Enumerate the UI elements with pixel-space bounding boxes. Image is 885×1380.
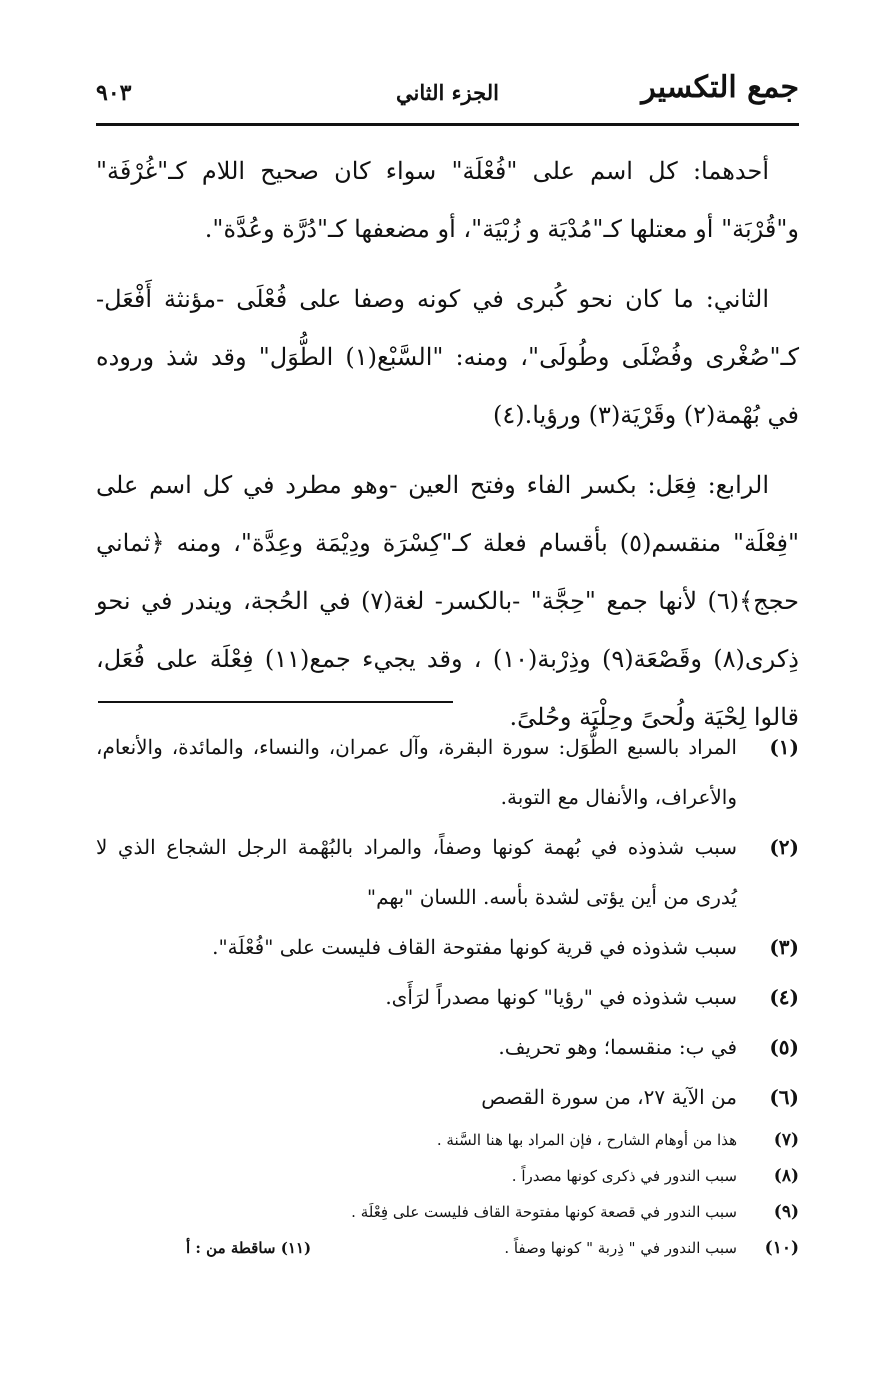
footnote-text: سبب شذوذه في "رؤيا" كونها مصدراً لرَأَى. [385,985,737,1009]
footnote-text: هذا من أوهام الشارح ، فإن المراد بها هنا السَّنة . [436,1131,737,1149]
page-number: ٩٠٣ [96,80,132,106]
footnote-number: (١) [769,735,799,759]
footnote-number: (٥) [769,1035,799,1059]
footnote-9 [96,1194,799,1230]
footnote-text: سبب الندور في ذكرى كونها مصدراً . [511,1167,737,1185]
footnote-number: (٣) [769,935,799,959]
footnote-number: (٤) [769,985,799,1009]
footnote-text: من الآية ٢٧، من سورة القصص [481,1085,737,1109]
chapter-title: جمع التكسير [641,70,799,105]
footnote-text: في ب: منقسما؛ وهو تحريف. [498,1035,737,1059]
footnote-5 [96,1022,799,1072]
footnote-number: (١٠) [764,1238,799,1258]
paragraph-2: الثاني: ما كان نحو كُبرى في كونه وصفا على فُعْلَى -مؤنثة أَفْعَل- كـ"صُغْرى وفُضْلَى وطُولَى"، ومنه: "السَّبْع(١) الطُّوَل" وقد شذ وروده في بُهْمة(٢) وقَرْيَة(٣) ورؤيا.(٤) [96,285,799,429]
footnote-number: (٩) [773,1202,799,1222]
footnote-text: سبب الندور في " ذِربة " كونها وصفاً . [504,1239,737,1257]
paragraph-3: الرابع: فِعَل: بكسر الفاء وفتح العين -وهو مطرد في كل اسم على "فِعْلَة" منقسم(٥) بأقسام فعلة كـ"كِسْرَة ودِيْمَة وعِدَّة"، ومنه ﴿ثماني حجج﴾(٦) لأنها جمع "حِجَّة" -بالكسر- لغة(٧) في الحُجة، ويندر في نحو ذِكرى(٨) وقَصْعَة(٩) وذِرْبة(١٠) ، وقد يجيء جمع(١١) فِعْلَة على فُعَل، قالوا لِحْيَة ولُحىً وحِلْيَة وحُلىً. [96,471,799,731]
footnote-1 [96,722,799,822]
footnote-6 [96,1072,799,1122]
footnote-3 [96,922,799,972]
footnotes [96,722,799,1266]
header-rule [96,123,799,126]
footnote-number: (٨) [773,1166,799,1186]
footnote-text: سبب شذوذه في قرية كونها مفتوحة القاف فليست على "فُعْلَة". [212,935,737,959]
paragraph-1: أحدهما: كل اسم على "فُعْلَة" سواء كان صحيح اللام كـ"غُرْفَة" و"قُرْبَة" أو معتلها كـ"مُدْيَة و زُبْيَة"، أو مضعفها كـ"دُرَّة وعُدَّة". [96,157,799,243]
footnote-11: (١١) ساقطة من : أ [186,1239,312,1257]
footnote-8 [96,1158,799,1194]
footnote-text: سبب شذوذه في بُهمة كونها وصفاً، والمراد بالبُهْمة الرجل الشجاع الذي لا يُدرى من أين يؤتى لشدة بأسه. اللسان "بهم" [96,835,737,909]
footnote-2 [96,822,799,922]
footnote-10 [96,1230,799,1266]
footnote-number: (٧) [773,1130,799,1150]
part-label: الجزء الثاني [396,80,499,105]
footnote-text: سبب الندور في قصعة كونها مفتوحة القاف فليست على فِعْلَة . [351,1203,737,1221]
page-header [96,70,799,120]
footnote-7 [96,1122,799,1158]
main-text [96,142,799,758]
footnote-4 [96,972,799,1022]
footnote-number: (٦) [769,1085,799,1109]
footnote-rule [98,701,453,703]
footnote-number: (٢) [769,835,799,859]
footnote-text: المراد بالسبع الطُّوَل: سورة البقرة، وآل عمران، والنساء، والمائدة، والأنعام، والأعراف، والأنفال مع التوبة. [96,735,737,809]
